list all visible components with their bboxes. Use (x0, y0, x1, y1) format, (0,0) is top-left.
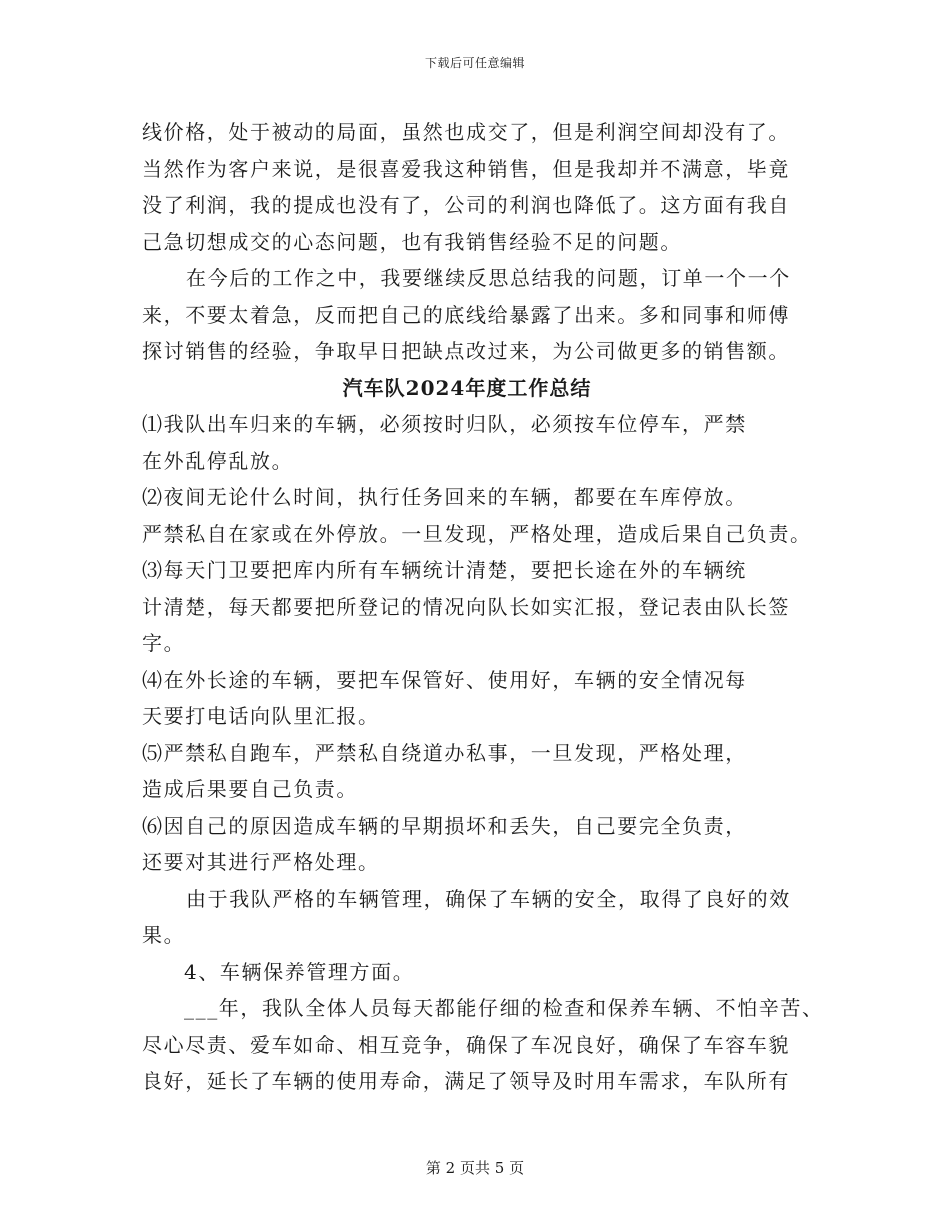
text-line: 还要对其进行严格处理。 (142, 850, 380, 874)
text-line: 计清楚，每天都要把所登记的情况向队长如实汇报，登记表由队长签 (142, 594, 790, 619)
text-line: ⑵夜间无论什么时间，执行任务回来的车辆，都要在车库停放。 (142, 485, 747, 509)
document-body (142, 114, 822, 1100)
text-line: ⑴我队出车归来的车辆，必须按时归队，必须按车位停车，严禁 (142, 412, 747, 436)
text-line: 严禁私自在家或在外停放。一旦发现，严格处理，造成后果自己负责。 (142, 521, 812, 546)
text-line: 天要打电话向队里汇报。 (142, 704, 380, 728)
text-line: ⑷在外长途的车辆，要把车保管好、使用好，车辆的安全情况每 (142, 667, 747, 692)
text-line: 在今后的工作之中，我要继续反思总结我的问题，订单一个一个 (186, 266, 791, 290)
text-line: 字。 (142, 631, 186, 655)
text-line: 尽心尽责、爱车如命、相互竞争，确保了车况良好，确保了车容车貌 (142, 1032, 790, 1057)
section-title: 汽车队2024年度工作总结 (342, 375, 592, 400)
text-line: 造成后果要自己负责。 (142, 777, 358, 801)
text-line: 探讨销售的经验，争取早日把缺点改过来，为公司做更多的销售额。 (142, 339, 790, 363)
text-line: 当然作为客户来说，是很喜爱我这种销售，但是我却并不满意，毕竟 (142, 156, 790, 181)
text-line: 良好，延长了车辆的使用寿命，满足了领导及时用车需求，车队所有 (142, 1069, 790, 1093)
text-line: ⑸严禁私自跑车，严禁私自绕道办私事，一旦发现，严格处理， (142, 740, 747, 765)
text-line: 4、车辆保养管理方面。 (184, 959, 415, 984)
text-line: 己急切想成交的心态问题，也有我销售经验不足的问题。 (142, 229, 682, 254)
text-line: 线价格，处于被动的局面，虽然也成交了，但是利润空间却没有了。 (142, 120, 790, 144)
text-line: 由于我队严格的车辆管理，确保了车辆的安全，取得了良好的效 (186, 886, 791, 911)
page-header: 下载后可任意编辑 (424, 56, 525, 70)
text-line: 来，不要太着急，反而把自己的底线给暴露了出来。多和同事和师傅 (142, 302, 790, 327)
text-line: 在外乱停乱放。 (142, 448, 294, 473)
text-line: ⑶每天门卫要把库内所有车辆统计清楚，要把长途在外的车辆统 (142, 558, 747, 582)
text-line: ___年，我队全体人员每天都能仔细的检查和保养车辆、不怕辛苦、 (184, 996, 824, 1020)
text-line: ⑹因自己的原因造成车辆的早期损坏和丢失，自己要完全负责， (142, 813, 747, 838)
text-line: 果。 (142, 923, 186, 947)
text-line: 没了利润，我的提成也没有了，公司的利润也降低了。这方面有我自 (142, 193, 790, 217)
page-footer: 第 2 页共 5 页 (425, 1159, 525, 1177)
